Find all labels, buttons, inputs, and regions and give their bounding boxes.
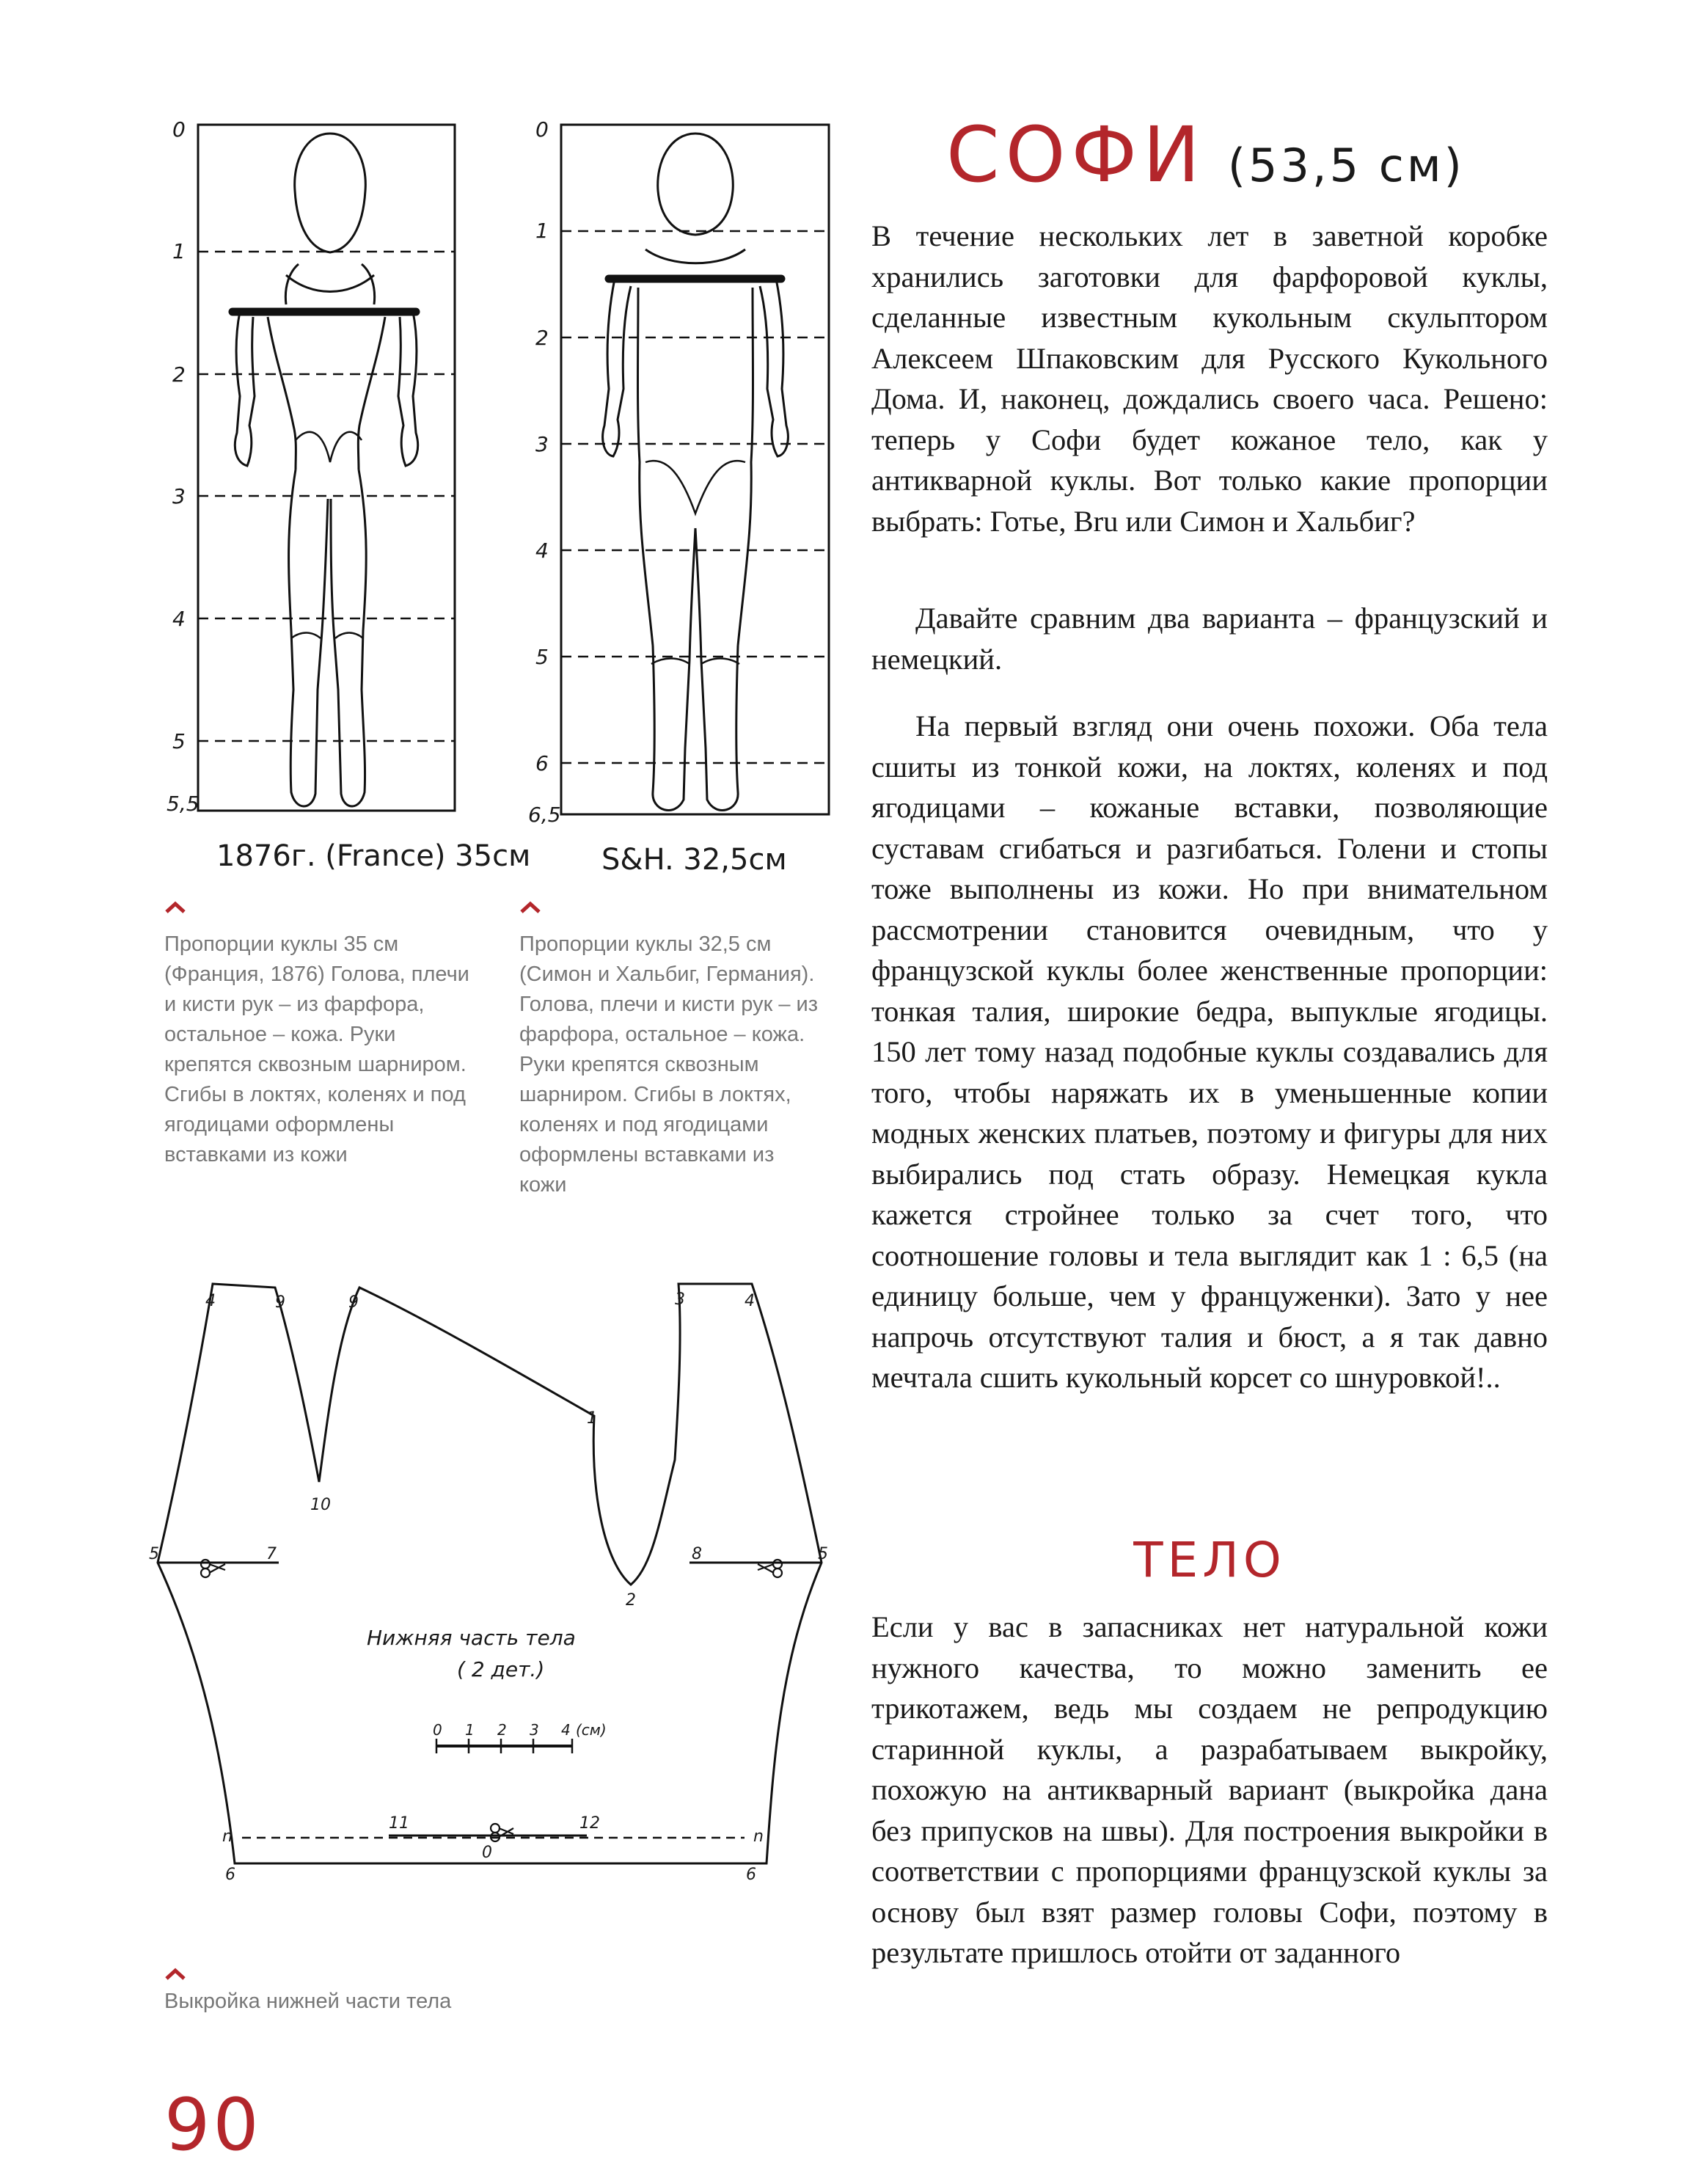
paragraph-body xyxy=(871,1607,1548,1973)
french-scale-labels xyxy=(167,117,200,816)
point-label: 5 xyxy=(818,1545,828,1563)
pattern-subtitle: ( 2 дет.) xyxy=(457,1657,545,1681)
french-scale-1: 1 xyxy=(172,239,186,263)
ruler-label: 0 xyxy=(433,1721,442,1739)
caption-german xyxy=(519,930,820,1200)
french-figure-label: 1876г. (France) 35см xyxy=(216,839,531,873)
doll-size: (53,5 см) xyxy=(1227,139,1465,192)
point-label: n xyxy=(222,1827,233,1846)
point-label: 12 xyxy=(579,1814,600,1833)
caption-german-text: Пропорции куклы 32,5 см (Симон и Хальбиг, Германия). Голова, плечи и кисти рук – из фарфора, остальное – кожа. Руки крепятся сквозным шарниром. Сгибы в локтях, коленях и под ягодицами оформлены вставками из кожи xyxy=(519,932,819,1197)
german-scale-4: 4 xyxy=(535,538,549,563)
caption-french xyxy=(164,930,480,1170)
german-scale-6: 6 xyxy=(535,751,549,775)
point-label: 4 xyxy=(745,1292,755,1310)
caret-up-icon xyxy=(519,901,541,914)
pattern-title: Нижняя часть тела xyxy=(367,1626,576,1650)
german-scale-1: 1 xyxy=(535,219,549,243)
point-label: 0 xyxy=(482,1844,492,1862)
point-label: 10 xyxy=(310,1496,331,1514)
german-scale-65: 6,5 xyxy=(528,803,561,827)
paragraph-compare-text: Давайте сравним два варианта – французский и немецкий. xyxy=(871,602,1548,676)
point-label: 11 xyxy=(389,1814,409,1833)
paragraph-intro xyxy=(871,216,1548,541)
ruler-label: 3 xyxy=(530,1721,539,1739)
doll-name: СОФИ xyxy=(946,110,1206,200)
caption-pattern xyxy=(164,1987,678,2017)
chapter-title xyxy=(946,110,1465,200)
german-figure-label: S&H. 32,5см xyxy=(601,843,787,877)
caption-pattern-text: Выкройка нижней части тела xyxy=(164,1990,452,2013)
point-label: 8 xyxy=(692,1545,702,1563)
ruler-unit: (см) xyxy=(576,1721,607,1739)
pattern-lower-body xyxy=(136,1277,855,1962)
french-scale-4: 4 xyxy=(172,607,186,631)
ruler-label: 1 xyxy=(465,1721,475,1739)
figure-french-doll-proportions xyxy=(165,117,531,888)
paragraph-body-text: Если у вас в запасниках нет натуральной кожи нужного качества, то можно заменить ее трикотажем, ведь мы создаем не репродукцию старинной куклы, а разрабатываем выкройку, похожую на антикварный вариант (выкройка дана без припусков на швы). Для построения выкройки в соответствии с пропорциями французской куклы за основу был взят размер головы Софи, поэтому в результате пришлось отойти от заданного xyxy=(871,1610,1548,1969)
german-scale-3: 3 xyxy=(535,432,549,456)
ruler-labels xyxy=(433,1721,607,1739)
point-label: 9 xyxy=(275,1293,285,1312)
french-scale-3: 3 xyxy=(172,484,186,508)
point-label: n xyxy=(753,1827,764,1846)
german-scale-0: 0 xyxy=(535,117,549,142)
point-label: 4 xyxy=(205,1292,216,1310)
point-label: 9 xyxy=(348,1293,359,1312)
caret-up-icon xyxy=(164,1968,186,1981)
ruler-label: 4 xyxy=(561,1721,571,1739)
page-number: 90 xyxy=(164,2083,262,2167)
point-label: 1 xyxy=(587,1409,597,1428)
point-label: 6 xyxy=(746,1866,756,1884)
french-scale-55: 5,5 xyxy=(167,792,200,816)
french-scale-2: 2 xyxy=(172,362,186,387)
point-label: 6 xyxy=(225,1866,235,1884)
point-label: 5 xyxy=(149,1545,159,1563)
paragraph-intro-text: В течение нескольких лет в заветной коробке хранились заготовки для фарфоровой куклы, сделанные известным кукольным скульптором Алексеем Шпаковским для Русского Кукольного Дома. И, наконец, дождались своего часа. Решено: теперь у Софи будет кожаное тело, как у антикварной куклы. Вот только какие пропорции выбрать: Готье, Bru или Симон и Хальбиг? xyxy=(871,219,1548,538)
paragraph-analysis-text: На первый взгляд они очень похожи. Оба тела сшиты из тонкой кожи, на локтях, коленях и под ягодицами – кожаные вставки, позволяющие суставам сгибаться и разгибаться. Голени и стопы тоже выполнены из кожи. Но при внимательном рассмотрении становится очевидным, что у французской куклы более женственные пропорции: тонкая талия, широкие бедра, выпуклые ягодицы. 150 лет тому назад подобные куклы создавались для того, чтобы наряжать их в уменьшенные копии модных женских платьев, поэтому и фигуры для них выбирались под стать образу. Немецкая кукла кажется стройнее только за счет того, что соотношение головы и тела выглядит как 1 : 6,5 (на единицу больше, чем у француженки). Зато у нее напрочь отсутствуют талия и бюст, а я так давно мечтала сшить кукольный корсет со шнуровкой!.. xyxy=(871,709,1548,1394)
german-scale-2: 2 xyxy=(535,326,549,350)
paragraph-analysis xyxy=(871,706,1548,1398)
scissors-icon xyxy=(491,1824,513,1841)
point-label: 3 xyxy=(675,1290,685,1309)
point-label: 7 xyxy=(266,1545,277,1563)
caret-up-icon xyxy=(164,901,186,914)
point-label: 2 xyxy=(626,1591,636,1610)
ruler-label: 2 xyxy=(497,1721,507,1739)
section-title-body: ТЕЛО xyxy=(1133,1532,1286,1588)
paragraph-compare xyxy=(871,598,1548,679)
french-scale-0: 0 xyxy=(172,117,186,142)
caption-french-text: Пропорции куклы 35 см (Франция, 1876) Голова, плечи и кисти рук – из фарфора, остальное – кожа. Руки крепятся сквозным шарниром. Сгибы в локтях, коленях и под ягодицами оформлены вставками из кожи xyxy=(164,932,469,1166)
german-scale-labels xyxy=(528,117,561,827)
figure-german-doll-proportions xyxy=(528,117,866,895)
french-scale-5: 5 xyxy=(172,729,186,753)
german-scale-5: 5 xyxy=(535,645,549,669)
